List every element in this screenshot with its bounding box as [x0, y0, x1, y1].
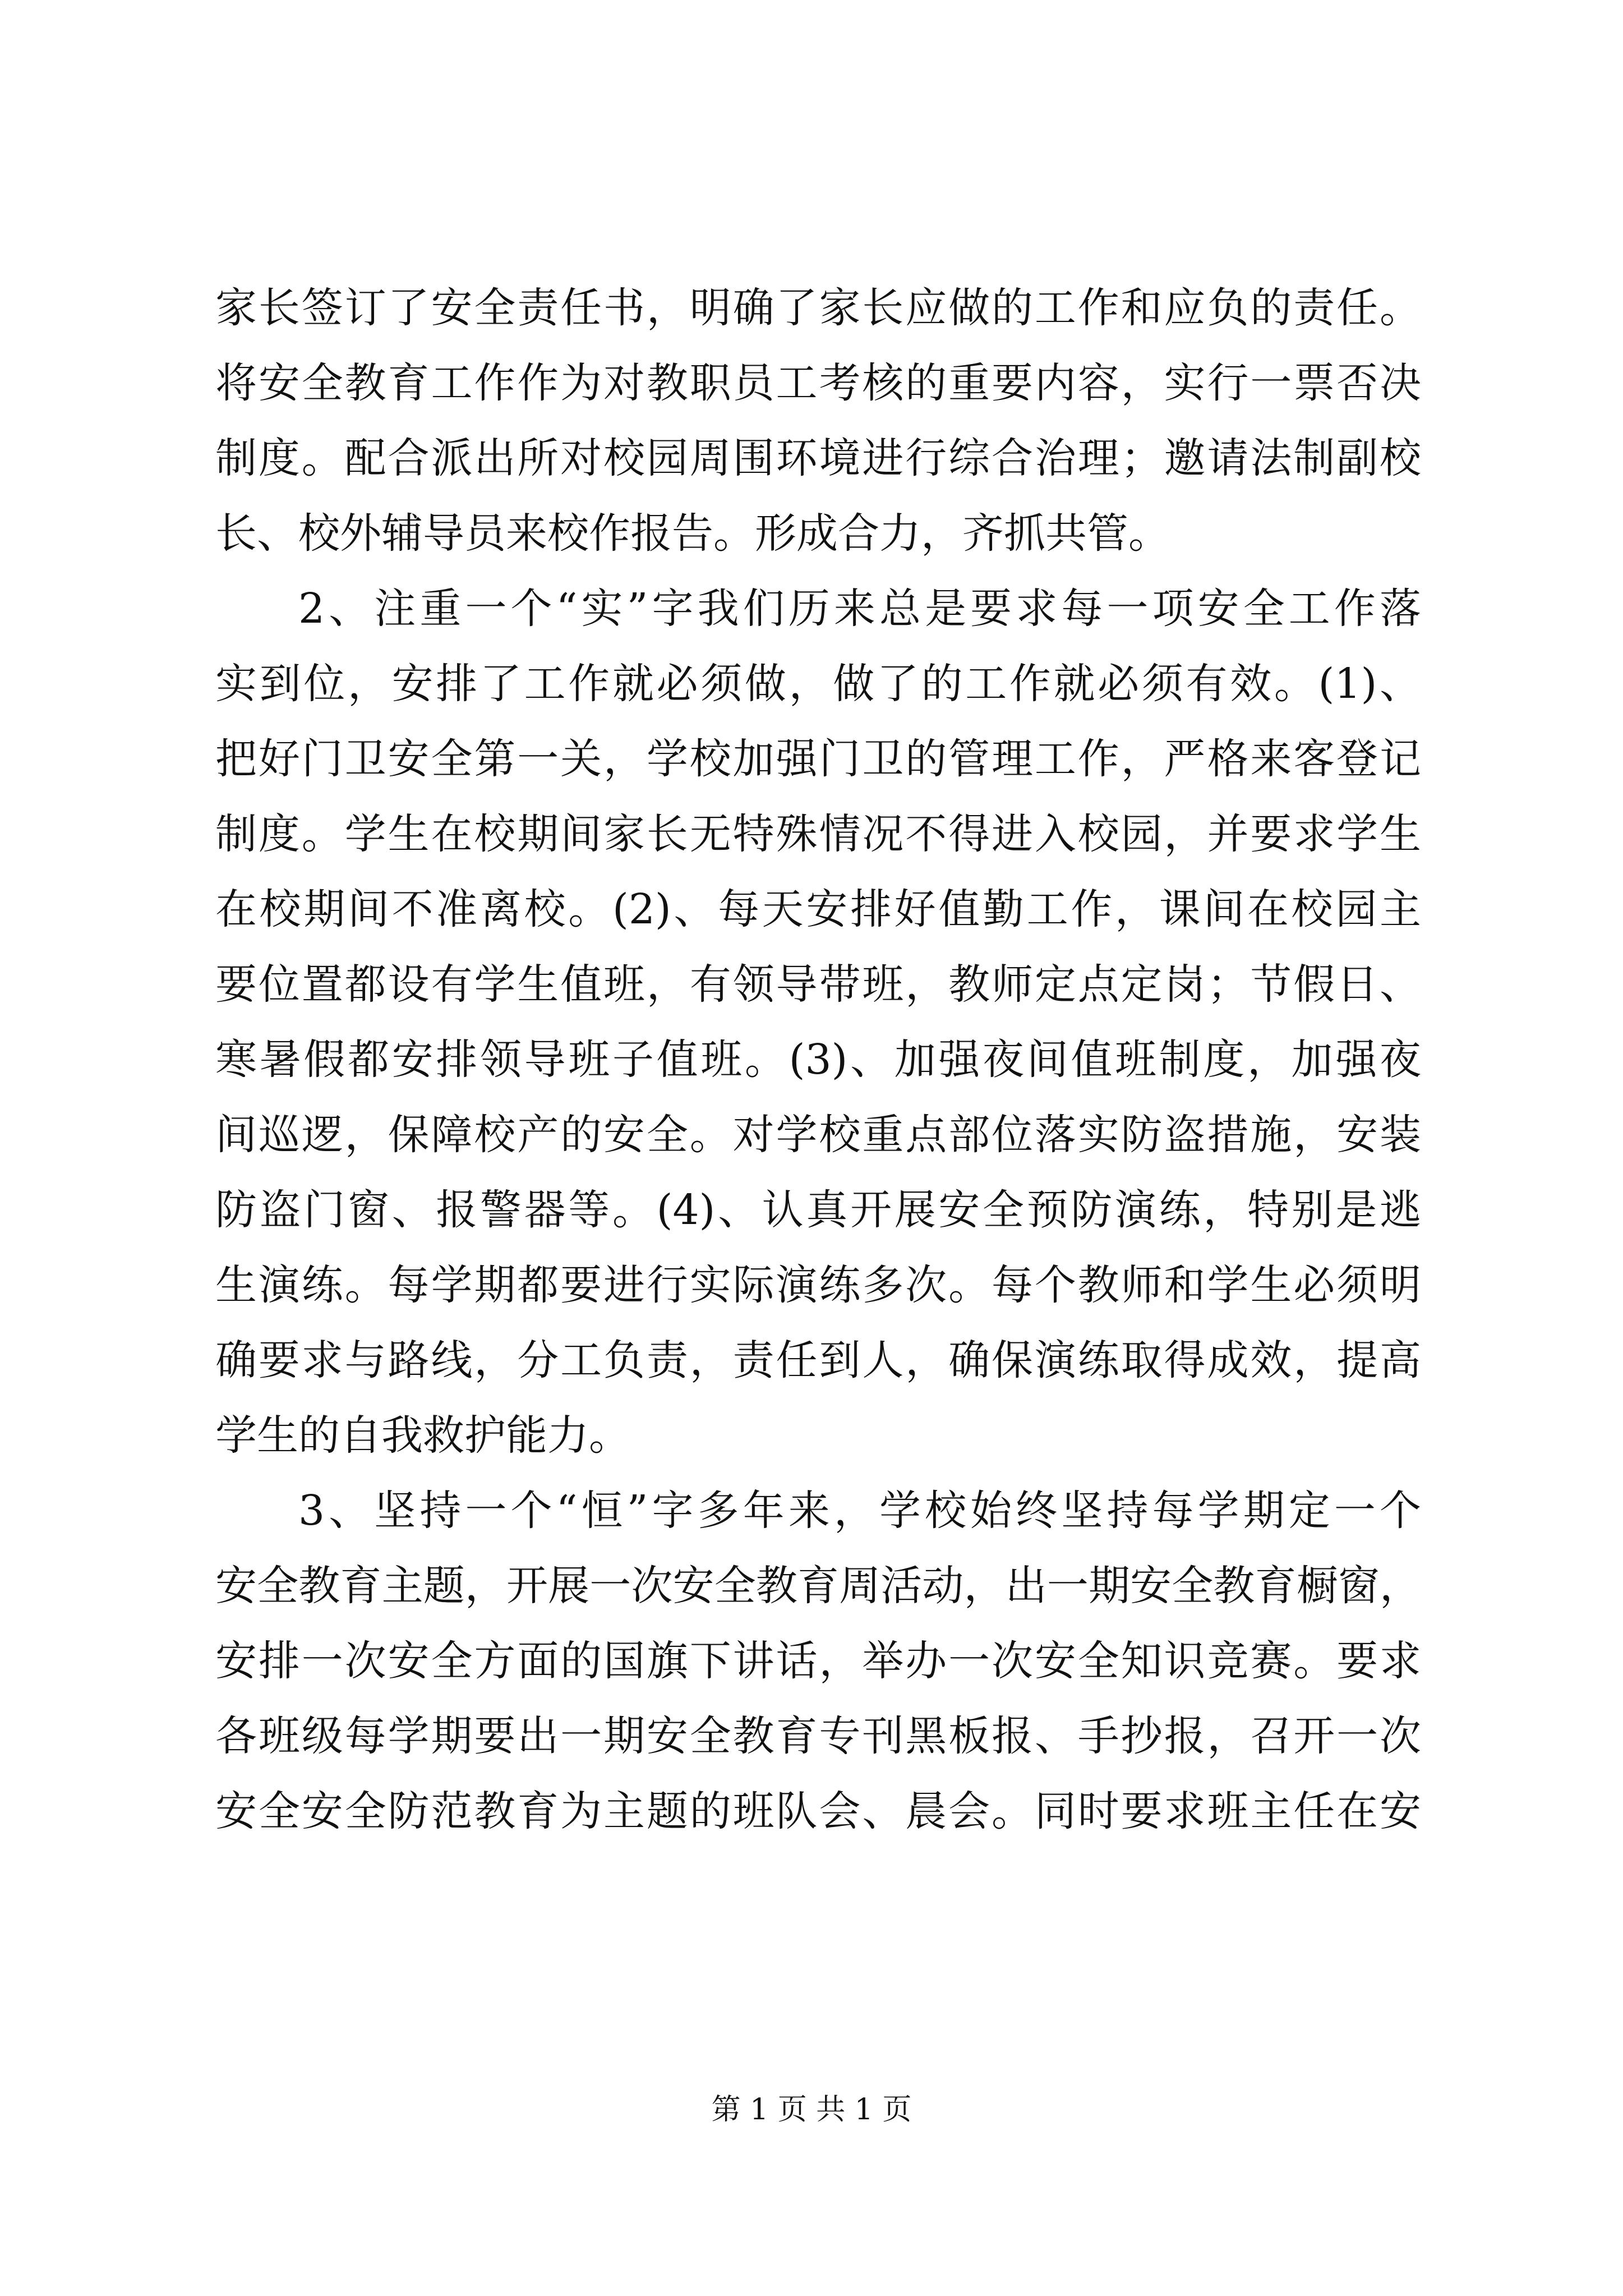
- text-line: 2、注重一个“实”字我们历来总是要求每一项安全工作落: [298, 585, 1421, 633]
- text-line: 安排一次安全方面的国旗下讲话，举办一次安全知识竞赛。要求: [215, 1637, 1421, 1685]
- text-line: 家长签订了安全责任书，明确了家长应做的工作和应负的责任。: [215, 284, 1421, 332]
- text-line: 各班级每学期要出一期安全教育专刊黑板报、手抄报，召开一次: [215, 1712, 1421, 1760]
- text-line: 安全教育主题，开展一次安全教育周活动，出一期安全教育橱窗，: [215, 1562, 1421, 1610]
- text-line: 制度。学生在校期间家长无特殊情况不得进入校园，并要求学生: [215, 810, 1421, 858]
- text-line: 生演练。每学期都要进行实际演练多次。每个教师和学生必须明: [215, 1261, 1421, 1309]
- text-line: 防盗门窗、报警器等。(4)、认真开展安全预防演练，特别是逃: [215, 1186, 1421, 1234]
- text-line: 实到位，安排了工作就必须做，做了的工作就必须有效。(1)、: [215, 660, 1421, 708]
- text-line: 3、坚持一个“恒”字多年来，学校始终坚持每学期定一个: [298, 1487, 1421, 1535]
- body-text: [215, 270, 1421, 1849]
- text-line: 寒暑假都安排领导班子值班。(3)、加强夜间值班制度，加强夜: [215, 1036, 1421, 1084]
- page-footer: 第 1 页 共 1 页: [711, 2093, 912, 2127]
- text-line: 制度。配合派出所对校园周围环境进行综合治理；邀请法制副校: [215, 434, 1421, 482]
- text-line: 间巡逻，保障校产的安全。对学校重点部位落实防盗措施，安装: [215, 1111, 1421, 1159]
- text-line: 要位置都设有学生值班，有领导带班，教师定点定岗；节假日、: [215, 960, 1421, 1009]
- text-line: 长、校外辅导员来校作报告。形成合力，齐抓共管。: [215, 509, 1170, 558]
- text-line: 将安全教育工作作为对教职员工考核的重要内容，实行一票否决: [215, 359, 1421, 407]
- text-line: 把好门卫安全第一关，学校加强门卫的管理工作，严格来客登记: [215, 735, 1421, 783]
- text-line: 学生的自我救护能力。: [215, 1411, 630, 1460]
- text-line: 在校期间不准离校。(2)、每天安排好值勤工作，课间在校园主: [215, 885, 1421, 933]
- text-line: 确要求与路线，分工负责，责任到人，确保演练取得成效，提高: [215, 1336, 1421, 1384]
- text-line: 安全安全防范教育为主题的班队会、晨会。同时要求班主任在安: [215, 1787, 1421, 1835]
